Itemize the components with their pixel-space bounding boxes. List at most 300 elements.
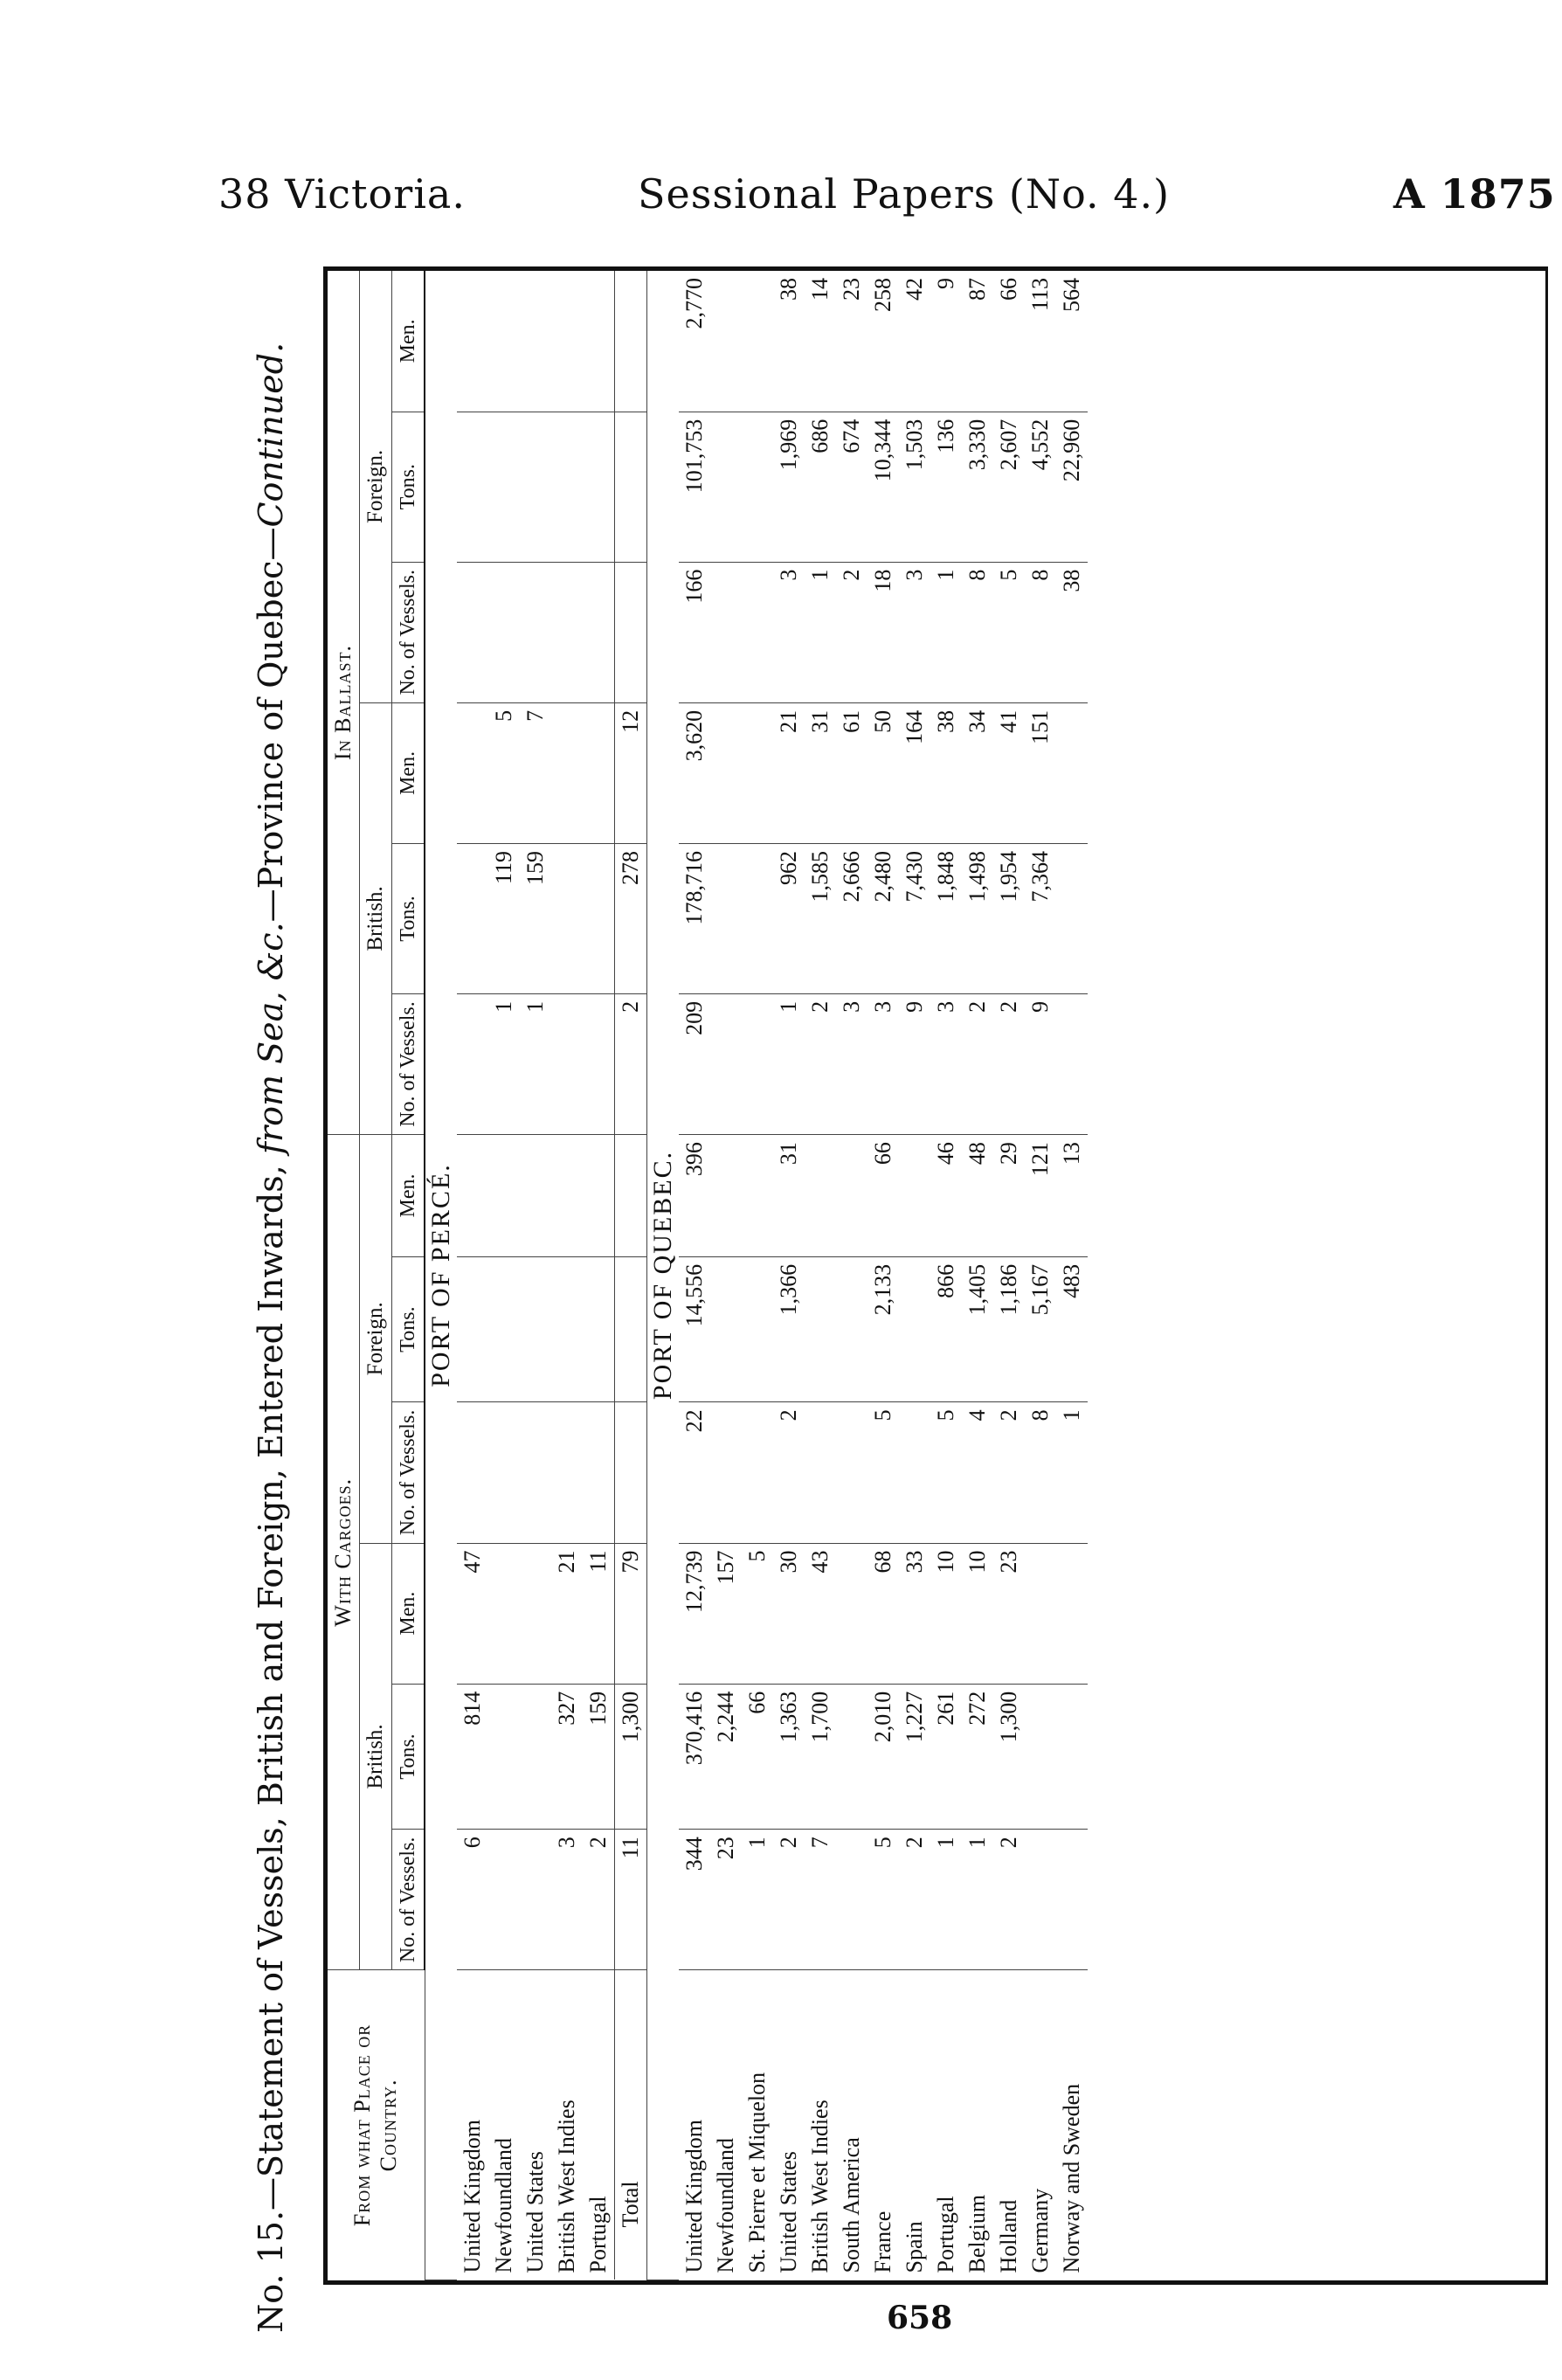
cell-cargo-british-vessels (1025, 1830, 1056, 1970)
cell-cargo-foreign-vessels (551, 1402, 583, 1543)
total-cargo-british-vessels: 11 (615, 1830, 647, 1970)
col-tons-header: Tons. (392, 1256, 425, 1402)
cell-ballast-british-vessels (1056, 993, 1088, 1134)
cell-ballast-foreign-tons: 1,969 (773, 412, 805, 562)
cell-cargo-british-tons: 2,244 (710, 1684, 742, 1830)
cell-ballast-foreign-men: 38 (773, 271, 805, 412)
cell-cargo-foreign-vessels (836, 1402, 867, 1543)
cell-cargo-foreign-vessels: 4 (962, 1402, 993, 1543)
cell-cargo-british-tons: 327 (551, 1684, 583, 1830)
cell-ballast-british-tons: 119 (488, 844, 520, 994)
cell-ballast-british-vessels: 2 (962, 993, 993, 1134)
total-ballast-foreign-tons (615, 412, 647, 562)
cell-cargo-british-vessels: 2 (993, 1830, 1025, 1970)
row-place: British West Indies (807, 2100, 833, 2273)
cell-cargo-foreign-men: 48 (962, 1135, 993, 1257)
cell-cargo-foreign-tons: 1,186 (993, 1256, 1025, 1402)
cell-cargo-british-tons: 261 (930, 1684, 962, 1830)
cell-ballast-british-tons: 2,666 (836, 844, 867, 994)
cell-ballast-foreign-vessels (583, 562, 615, 702)
with-cargoes-header: With Cargoes. (328, 1135, 360, 1970)
cell-cargo-british-vessels (836, 1830, 867, 1970)
cell-ballast-foreign-vessels (457, 562, 488, 702)
cell-cargo-british-tons (1025, 1684, 1056, 1830)
cell-ballast-foreign-vessels: 3 (773, 562, 805, 702)
cell-cargo-british-tons (1056, 1684, 1088, 1830)
row-place: Germany (1027, 2188, 1053, 2273)
col-men-header: Men. (392, 1543, 425, 1684)
cell-ballast-foreign-tons: 22,960 (1056, 412, 1088, 562)
cell-cargo-foreign-men (805, 1135, 836, 1257)
cell-ballast-foreign-tons (520, 412, 551, 562)
cell-ballast-foreign-vessels: 5 (993, 562, 1025, 702)
cell-ballast-british-vessels: 1 (520, 993, 551, 1134)
cell-cargo-foreign-men (899, 1135, 930, 1257)
cell-cargo-foreign-men: 396 (679, 1135, 710, 1257)
cell-ballast-foreign-tons: 10,344 (867, 412, 899, 562)
cell-cargo-foreign-tons (520, 1256, 551, 1402)
cell-cargo-british-men: 33 (899, 1543, 930, 1684)
port-heading-row (425, 271, 457, 2280)
cell-ballast-british-men: 3,620 (679, 702, 710, 843)
cell-ballast-british-vessels: 209 (679, 993, 710, 1134)
cell-ballast-british-tons (710, 844, 742, 994)
cell-cargo-british-men: 10 (962, 1543, 993, 1684)
cell-ballast-foreign-vessels: 8 (1025, 562, 1056, 702)
port-heading-row (647, 271, 680, 2280)
cell-cargo-british-vessels: 1 (742, 1830, 773, 1970)
cell-ballast-british-tons: 2,480 (867, 844, 899, 994)
table-row (773, 271, 805, 2280)
cell-cargo-british-vessels: 5 (867, 1830, 899, 1970)
row-place: United States (776, 2151, 801, 2273)
cell-ballast-british-vessels: 3 (867, 993, 899, 1134)
cell-ballast-british-vessels: 3 (930, 993, 962, 1134)
cell-ballast-british-vessels (583, 993, 615, 1134)
cell-ballast-british-vessels: 1 (773, 993, 805, 1134)
cell-ballast-foreign-men: 42 (899, 271, 930, 412)
cell-ballast-british-men (457, 702, 488, 843)
cell-cargo-british-tons: 2,010 (867, 1684, 899, 1830)
cell-cargo-foreign-tons (710, 1256, 742, 1402)
row-place: France (870, 2210, 895, 2273)
cell-cargo-british-tons: 66 (742, 1684, 773, 1830)
cell-ballast-british-men: 34 (962, 702, 993, 843)
total-cargo-foreign-vessels (615, 1402, 647, 1543)
cell-ballast-foreign-men: 14 (805, 271, 836, 412)
row-place: Portugal (585, 2196, 611, 2273)
cell-cargo-british-vessels: 1 (930, 1830, 962, 1970)
cell-cargo-foreign-men (742, 1135, 773, 1257)
port-heading: PORT OF QUEBEC. (647, 271, 680, 2280)
cell-ballast-foreign-vessels: 3 (899, 562, 930, 702)
cell-ballast-foreign-tons: 686 (805, 412, 836, 562)
cell-ballast-foreign-men (520, 271, 551, 412)
cell-ballast-british-tons: 159 (520, 844, 551, 994)
header-year: A 1875 (1393, 170, 1556, 218)
row-place: Newfoundland (713, 2137, 738, 2273)
col-vessels-header: No. of Vessels. (392, 1402, 425, 1543)
cell-ballast-foreign-tons (488, 412, 520, 562)
cell-cargo-british-men: 30 (773, 1543, 805, 1684)
total-ballast-british-vessels: 2 (615, 993, 647, 1134)
cell-cargo-british-vessels: 2 (899, 1830, 930, 1970)
cell-cargo-foreign-men (520, 1135, 551, 1257)
cell-ballast-british-men: 31 (805, 702, 836, 843)
cell-cargo-british-men (488, 1543, 520, 1684)
cell-ballast-foreign-men: 2,770 (679, 271, 710, 412)
cell-cargo-british-vessels: 23 (710, 1830, 742, 1970)
cell-ballast-british-tons: 1,585 (805, 844, 836, 994)
cell-cargo-foreign-men (710, 1135, 742, 1257)
cell-ballast-foreign-vessels (710, 562, 742, 702)
cell-ballast-british-tons: 7,364 (1025, 844, 1056, 994)
cell-cargo-british-tons: 370,416 (679, 1684, 710, 1830)
cell-cargo-british-vessels: 3 (551, 1830, 583, 1970)
table-row (993, 271, 1025, 2280)
cell-ballast-foreign-men: 87 (962, 271, 993, 412)
table-row (1025, 271, 1056, 2280)
cell-ballast-foreign-vessels (520, 562, 551, 702)
row-place: United Kingdom (681, 2120, 707, 2273)
cell-cargo-foreign-men (551, 1135, 583, 1257)
cell-ballast-foreign-vessels: 1 (805, 562, 836, 702)
cell-ballast-british-men (710, 702, 742, 843)
cell-ballast-british-vessels: 9 (899, 993, 930, 1134)
cell-cargo-foreign-men: 13 (1056, 1135, 1088, 1257)
table-row (962, 271, 993, 2280)
cell-cargo-british-men: 68 (867, 1543, 899, 1684)
cell-cargo-british-vessels (488, 1830, 520, 1970)
row-place: Belgium (964, 2194, 990, 2273)
rotated-table-wrapper (328, 271, 1544, 2280)
cell-ballast-foreign-vessels: 2 (836, 562, 867, 702)
cell-cargo-foreign-men: 66 (867, 1135, 899, 1257)
cell-ballast-foreign-tons (742, 412, 773, 562)
cell-cargo-british-tons: 1,300 (993, 1684, 1025, 1830)
row-place: St. Pierre et Miquelon (744, 2072, 770, 2273)
cell-cargo-foreign-tons: 2,133 (867, 1256, 899, 1402)
ballast-foreign-header: Foreign. (360, 271, 392, 702)
table-row (457, 271, 488, 2280)
cell-ballast-british-men (583, 702, 615, 843)
header-sessional-papers: Sessional Papers (No. 4.) (638, 170, 1171, 218)
row-place: British West Indies (554, 2100, 579, 2273)
cell-cargo-british-men: 157 (710, 1543, 742, 1684)
cell-cargo-british-men: 47 (457, 1543, 488, 1684)
cell-ballast-british-tons: 7,430 (899, 844, 930, 994)
col-men-header: Men. (392, 271, 425, 412)
cell-ballast-british-men: 41 (993, 702, 1025, 843)
cell-ballast-british-vessels: 3 (836, 993, 867, 1134)
cell-cargo-foreign-tons: 1,366 (773, 1256, 805, 1402)
cell-ballast-foreign-tons: 2,607 (993, 412, 1025, 562)
cell-ballast-british-vessels: 2 (805, 993, 836, 1134)
total-cargo-foreign-tons (615, 1256, 647, 1402)
cell-ballast-foreign-vessels (551, 562, 583, 702)
cell-ballast-british-men: 5 (488, 702, 520, 843)
table-row (867, 271, 899, 2280)
table-row (899, 271, 930, 2280)
cell-cargo-british-men: 23 (993, 1543, 1025, 1684)
col-tons-header: Tons. (392, 844, 425, 994)
cell-ballast-foreign-vessels: 166 (679, 562, 710, 702)
cell-cargo-british-men: 43 (805, 1543, 836, 1684)
cell-cargo-foreign-men (457, 1135, 488, 1257)
cell-ballast-foreign-tons: 3,330 (962, 412, 993, 562)
title-suffix: —Province of Quebec— (252, 527, 290, 923)
cell-ballast-british-men: 50 (867, 702, 899, 843)
page-number: 658 (887, 2300, 953, 2336)
cell-ballast-british-vessels (457, 993, 488, 1134)
cell-ballast-british-men: 61 (836, 702, 867, 843)
cell-ballast-british-men: 151 (1025, 702, 1056, 843)
total-ballast-british-tons: 278 (615, 844, 647, 994)
cell-cargo-british-men: 12,739 (679, 1543, 710, 1684)
cell-cargo-foreign-tons: 1,405 (962, 1256, 993, 1402)
row-place: Newfoundland (491, 2137, 516, 2273)
cell-cargo-foreign-vessels: 2 (773, 1402, 805, 1543)
cargo-foreign-header: Foreign. (360, 1135, 392, 1543)
cell-cargo-foreign-tons: 866 (930, 1256, 962, 1402)
table-row (930, 271, 962, 2280)
row-place: Holland (996, 2199, 1021, 2273)
cell-ballast-foreign-tons: 101,753 (679, 412, 710, 562)
cell-ballast-foreign-men (710, 271, 742, 412)
cell-ballast-british-tons: 1,848 (930, 844, 962, 994)
cell-cargo-foreign-vessels (583, 1402, 615, 1543)
cell-cargo-foreign-men (836, 1135, 867, 1257)
cell-ballast-british-men (1056, 702, 1088, 843)
cell-ballast-british-vessels: 9 (1025, 993, 1056, 1134)
cell-cargo-foreign-men: 121 (1025, 1135, 1056, 1257)
col-tons-header: Tons. (392, 1684, 425, 1830)
cell-cargo-foreign-vessels: 22 (679, 1402, 710, 1543)
cell-ballast-foreign-men (457, 271, 488, 412)
cell-ballast-foreign-vessels (742, 562, 773, 702)
cell-cargo-british-vessels: 2 (583, 1830, 615, 1970)
table-row (583, 271, 615, 2280)
cell-ballast-british-men: 21 (773, 702, 805, 843)
cell-cargo-foreign-vessels (710, 1402, 742, 1543)
cell-cargo-british-men (1056, 1543, 1088, 1684)
cell-cargo-british-men: 5 (742, 1543, 773, 1684)
cell-cargo-british-men: 10 (930, 1543, 962, 1684)
cell-ballast-british-vessels: 2 (993, 993, 1025, 1134)
cell-ballast-british-vessels (710, 993, 742, 1134)
cell-cargo-foreign-tons (488, 1256, 520, 1402)
cell-cargo-foreign-tons (742, 1256, 773, 1402)
cell-cargo-foreign-tons (805, 1256, 836, 1402)
cell-ballast-foreign-men: 113 (1025, 271, 1056, 412)
cell-cargo-british-vessels: 344 (679, 1830, 710, 1970)
cell-cargo-british-tons: 159 (583, 1684, 615, 1830)
col-vessels-header: No. of Vessels. (392, 562, 425, 702)
row-place: United Kingdom (460, 2120, 485, 2273)
cell-ballast-foreign-men (551, 271, 583, 412)
row-place: United States (522, 2151, 548, 2273)
total-label: Total (615, 1970, 647, 2280)
cell-ballast-foreign-men: 258 (867, 271, 899, 412)
cell-cargo-foreign-tons (551, 1256, 583, 1402)
title-continued: Continued. (252, 342, 290, 528)
table-row (551, 271, 583, 2280)
cell-cargo-foreign-men: 46 (930, 1135, 962, 1257)
total-cargo-british-men: 79 (615, 1543, 647, 1684)
cell-cargo-british-tons (488, 1684, 520, 1830)
table-body (425, 271, 1088, 2280)
cell-ballast-foreign-men (583, 271, 615, 412)
cell-ballast-british-tons (1056, 844, 1088, 994)
cell-cargo-foreign-tons: 14,556 (679, 1256, 710, 1402)
cell-cargo-foreign-vessels: 5 (867, 1402, 899, 1543)
cell-cargo-british-tons: 1,363 (773, 1684, 805, 1830)
table-row (742, 271, 773, 2280)
cell-cargo-british-vessels: 7 (805, 1830, 836, 1970)
cell-cargo-british-tons (520, 1684, 551, 1830)
cell-cargo-british-men: 11 (583, 1543, 615, 1684)
cell-cargo-british-vessels (520, 1830, 551, 1970)
col-men-header: Men. (392, 702, 425, 843)
title-prefix: No. 15.—Statement of Vessels, British and Foreign, Entered Inwards, (252, 1165, 290, 2333)
cell-ballast-british-men: 164 (899, 702, 930, 843)
total-ballast-foreign-vessels (615, 562, 647, 702)
cell-cargo-british-men (520, 1543, 551, 1684)
ballast-british-header: British. (360, 702, 392, 1134)
cell-ballast-british-men (551, 702, 583, 843)
cell-cargo-british-tons: 1,700 (805, 1684, 836, 1830)
cell-cargo-british-vessels: 2 (773, 1830, 805, 1970)
cell-cargo-foreign-vessels (520, 1402, 551, 1543)
cell-cargo-british-tons: 814 (457, 1684, 488, 1830)
cell-ballast-british-vessels: 1 (488, 993, 520, 1134)
title-italic: from Sea, &c. (252, 922, 290, 1155)
cell-ballast-british-tons (742, 844, 773, 994)
cell-ballast-foreign-tons (551, 412, 583, 562)
col-tons-header: Tons. (392, 412, 425, 562)
cell-ballast-foreign-men (742, 271, 773, 412)
header-session: 38 Victoria. (218, 170, 466, 218)
cell-ballast-british-tons: 1,954 (993, 844, 1025, 994)
port-heading: PORT OF PERCÉ. (425, 271, 457, 2280)
cell-cargo-foreign-tons: 483 (1056, 1256, 1088, 1402)
col-vessels-header: No. of Vessels. (392, 993, 425, 1134)
cell-ballast-foreign-men: 564 (1056, 271, 1088, 412)
cell-cargo-foreign-tons (457, 1256, 488, 1402)
cell-ballast-foreign-vessels (488, 562, 520, 702)
table-title (252, 342, 290, 2333)
in-ballast-header: In Ballast. (328, 271, 360, 1135)
cell-cargo-british-tons (836, 1684, 867, 1830)
cell-ballast-foreign-tons: 4,552 (1025, 412, 1056, 562)
cell-cargo-foreign-vessels: 8 (1025, 1402, 1056, 1543)
total-ballast-foreign-men (615, 271, 647, 412)
cell-ballast-foreign-tons: 674 (836, 412, 867, 562)
cell-cargo-foreign-vessels (742, 1402, 773, 1543)
cell-cargo-foreign-vessels: 1 (1056, 1402, 1088, 1543)
table-row (679, 271, 710, 2280)
cell-cargo-british-men (1025, 1543, 1056, 1684)
cell-cargo-foreign-tons (899, 1256, 930, 1402)
statement-table-frame (323, 266, 1548, 2285)
cell-ballast-british-tons: 178,716 (679, 844, 710, 994)
cell-cargo-foreign-men: 29 (993, 1135, 1025, 1257)
cell-ballast-foreign-vessels: 8 (962, 562, 993, 702)
cell-ballast-foreign-vessels: 1 (930, 562, 962, 702)
table-row (805, 271, 836, 2280)
cell-ballast-foreign-men: 23 (836, 271, 867, 412)
cell-cargo-foreign-vessels (457, 1402, 488, 1543)
cell-cargo-foreign-vessels: 5 (930, 1402, 962, 1543)
cell-ballast-foreign-tons (457, 412, 488, 562)
cell-cargo-foreign-vessels (805, 1402, 836, 1543)
cell-ballast-foreign-tons: 136 (930, 412, 962, 562)
cell-ballast-foreign-tons: 1,503 (899, 412, 930, 562)
cell-cargo-foreign-men: 31 (773, 1135, 805, 1257)
statement-table (328, 271, 1088, 2280)
cell-ballast-foreign-vessels: 18 (867, 562, 899, 702)
cell-ballast-british-vessels (551, 993, 583, 1134)
cell-ballast-british-tons (583, 844, 615, 994)
table-row (836, 271, 867, 2280)
cell-cargo-foreign-men (583, 1135, 615, 1257)
cell-ballast-british-vessels (742, 993, 773, 1134)
cell-cargo-british-vessels (1056, 1830, 1088, 1970)
cell-cargo-british-men (836, 1543, 867, 1684)
cell-ballast-british-tons (457, 844, 488, 994)
cell-ballast-british-men: 7 (520, 702, 551, 843)
cell-ballast-foreign-tons (583, 412, 615, 562)
cell-cargo-british-vessels: 1 (962, 1830, 993, 1970)
table-row (1056, 271, 1088, 2280)
cell-cargo-foreign-vessels: 2 (993, 1402, 1025, 1543)
total-ballast-british-men: 12 (615, 702, 647, 843)
cell-cargo-foreign-tons: 5,167 (1025, 1256, 1056, 1402)
col-men-header: Men. (392, 1135, 425, 1257)
table-row (488, 271, 520, 2280)
cell-ballast-foreign-tons (710, 412, 742, 562)
cargo-british-header: British. (360, 1543, 392, 1970)
col-place-header: From what Place or Country. (328, 1970, 425, 2280)
table-row (710, 271, 742, 2280)
cell-ballast-foreign-men (488, 271, 520, 412)
row-place: Spain (902, 2221, 927, 2273)
cell-ballast-british-men (742, 702, 773, 843)
cell-cargo-british-tons: 272 (962, 1684, 993, 1830)
cell-cargo-british-tons: 1,227 (899, 1684, 930, 1830)
cell-cargo-foreign-tons (836, 1256, 867, 1402)
cell-ballast-british-tons (551, 844, 583, 994)
cell-ballast-british-tons: 962 (773, 844, 805, 994)
row-place: Portugal (933, 2196, 958, 2273)
row-place: South America (839, 2137, 864, 2273)
cell-ballast-foreign-vessels: 38 (1056, 562, 1088, 702)
cell-cargo-foreign-tons (583, 1256, 615, 1402)
total-cargo-british-tons: 1,300 (615, 1684, 647, 1830)
cell-cargo-british-vessels: 6 (457, 1830, 488, 1970)
col-vessels-header: No. of Vessels. (392, 1830, 425, 1970)
cell-cargo-foreign-men (488, 1135, 520, 1257)
cell-cargo-foreign-vessels (899, 1402, 930, 1543)
table-row (520, 271, 551, 2280)
cell-ballast-foreign-men: 9 (930, 271, 962, 412)
cell-ballast-british-tons: 1,498 (962, 844, 993, 994)
total-cargo-foreign-men (615, 1135, 647, 1257)
cell-cargo-british-men: 21 (551, 1543, 583, 1684)
row-place: Norway and Sweden (1059, 2083, 1084, 2273)
cell-ballast-british-men: 38 (930, 702, 962, 843)
cell-cargo-foreign-vessels (488, 1402, 520, 1543)
